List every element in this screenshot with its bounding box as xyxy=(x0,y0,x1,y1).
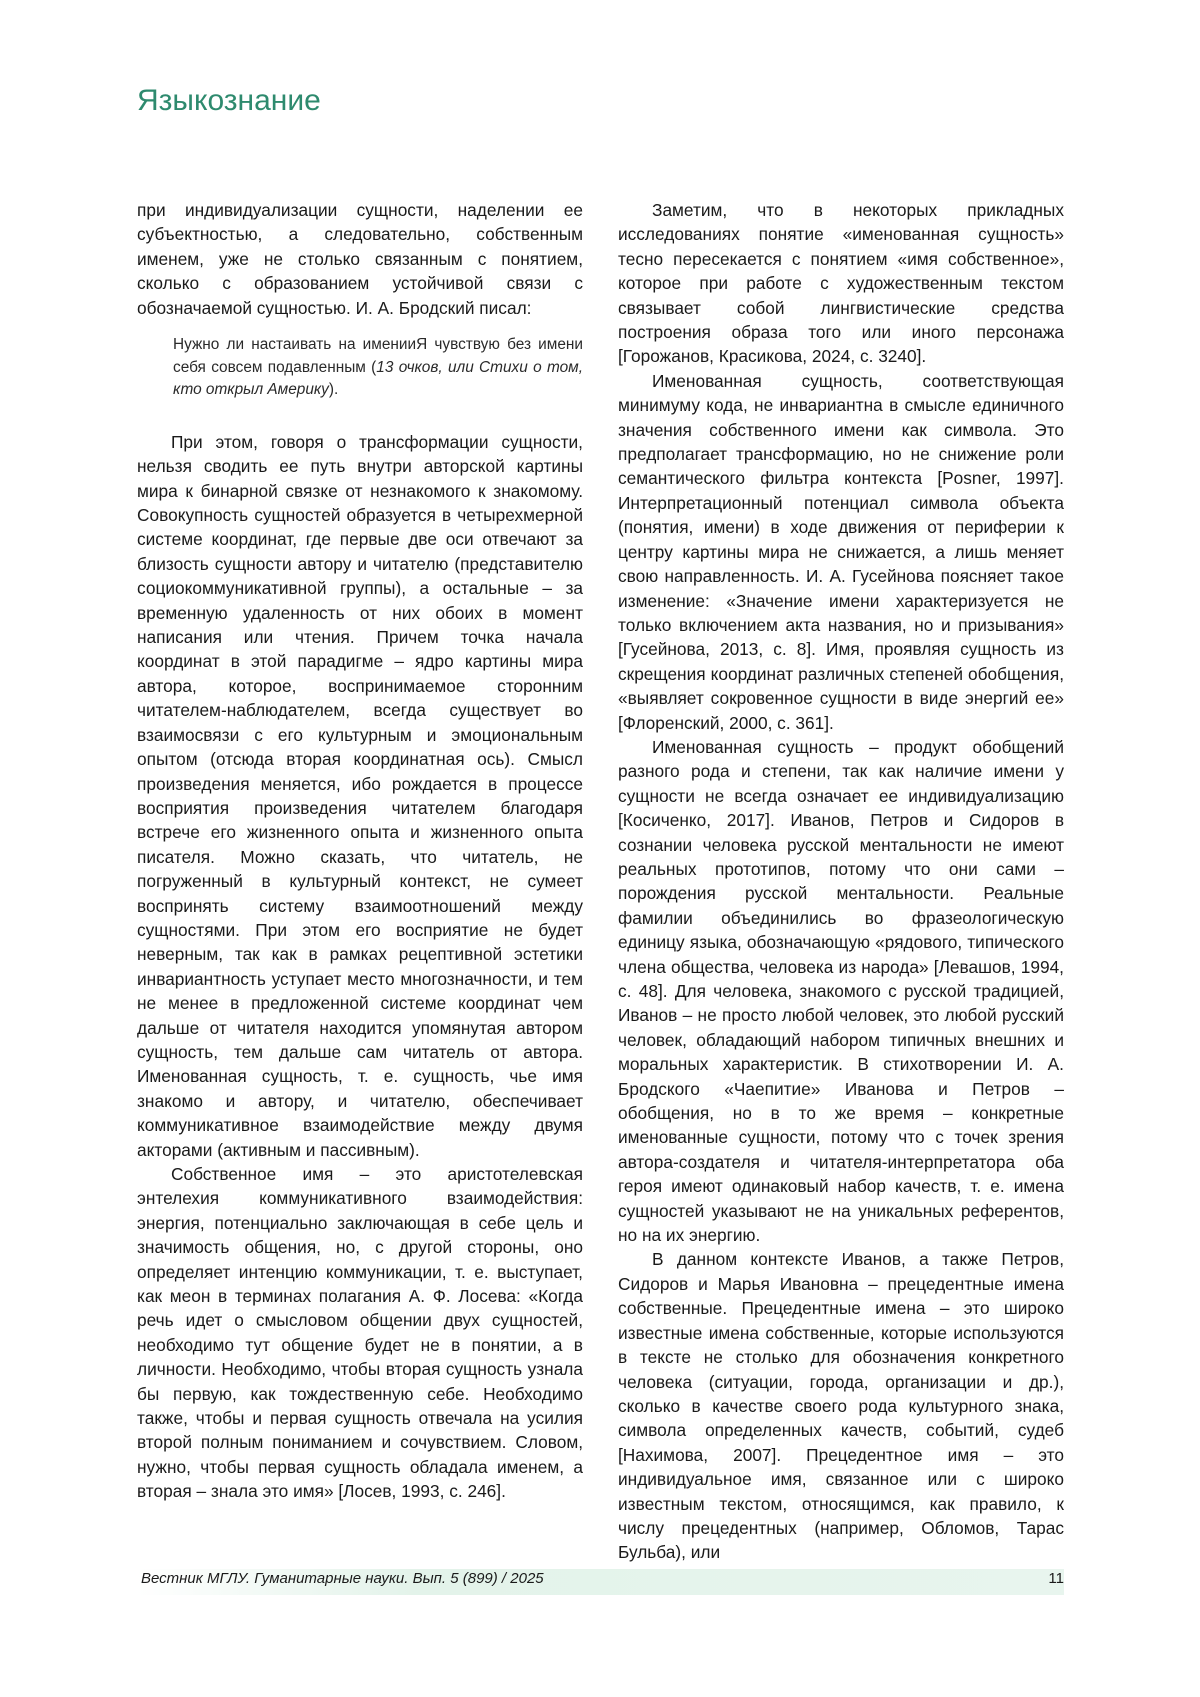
block-quote xyxy=(173,334,583,402)
section-title: Языкознание xyxy=(137,84,321,117)
paragraph: Собственное имя – это аристотелевская энтелехия коммуникативного взаимодействия: энергия, потенциально заключающая в себе цель и значимость общения, но, с другой стороны, оно определяет интенцию коммуникации, т. е. выступает, как меон в терминах полагания А. Ф. Лосева: «Когда речь идет о смысловом общении двух сущностей, необходимо тут общение будет не в понятии, а в личности. Необходимо, чтобы вторая сущность узнала бы первую, как тождественную себе. Необходимо также, чтобы и первая сущность отвечала на усилия второй полным пониманием и сочувствием. Словом, нужно, чтобы первая сущность обладала именем, а вторая – знала это имя» [Лосев, 1993, с. 246]. xyxy=(137,1164,583,1502)
quote-text: Нужно ли настаивать на именииЯ чувствую без имени себя совсем подавленным ( xyxy=(173,336,583,376)
quote-end: ). xyxy=(328,381,339,399)
paragraph: при индивидуализации сущности, наделении ее субъектностью, а следовательно, собственным именем, уже не столько связанным с понятием, сколько с образованием устойчивой связи с обозначаемой сущностью. И. А. Бродский писал: xyxy=(137,200,583,318)
footer-journal-title: Вестник МГЛУ. Гуманитарные науки. Вып. 5 (899) / 2025 xyxy=(141,1570,544,1587)
left-column xyxy=(137,198,583,1504)
page-number: 11 xyxy=(1048,1570,1064,1587)
paragraph: Именованная сущность, соответствующая минимуму кода, не инвариантна в смысле единичного значения собственного имени как символа. Это предполагает трансформацию, но не снижение роли семантического фильтра контекста [Posner, 1997]. Интерпретационный потенциал символа объекта (понятия, имени) в ходе движения от периферии к центру картины мира не снижается, а лишь меняет свою направленность. И. А. Гусейнова поясняет такое изменение: «Значение имени характеризуется не только включением акта названия, но и призывания» [Гусейнова, 2013, с. 8]. Имя, проявляя сущность из скрещения координат различных степеней обобщения, «выявляет сокровенное сущности в виде энергий ее» [Флоренский, 2000, с. 361]. xyxy=(618,370,1064,733)
paragraph: Именованная сущность – продукт обобщений разного рода и степени, так как наличие имени у сущности не всегда означает ее индивидуализацию [Косиченко, 2017]. Иванов, Петров и Сидоров в сознании человека русской ментальности не имеют реальных прототипов, потому что они сами – порождения русской ментальности. Реальные фамилии объединились во фразеологическую единицу языка, обозначающую «рядового, типического члена общества, человека из народа» [Левашов, 1994, с. 48]. Для человека, знакомого с русской традицией, Иванов – не просто любой человек, это любой русский человек, обладающий набором типичных внешних и моральных характеристик. В стихотворении И. А. Бродского «Чаепитие» Иванова и Петров – обобщения, но в то же время – конкретные именованные сущности, потому что с точек зрения автора-создателя и читателя-интерпретатора оба героя имеют одинаковый набор качеств, т. е. имена сущностей указывают не на уникальных референтов, но на их энергию. xyxy=(618,736,1064,1246)
quote-source: 13 очков, или Стихи о том, кто открыл Америку xyxy=(173,358,583,399)
paragraph: Заметим, что в некоторых прикладных исследованиях понятие «именованная сущность» тесно пересекается с понятием «имя собственное», которое при работе с художественным текстом связывает собой лингвистические средства построения образа того или иного персонажа [Горожанов, Красикова, 2024, с. 3240]. xyxy=(618,200,1064,367)
paragraph: При этом, говоря о трансформации сущности, нельзя сводить ее путь внутри авторской картины мира к бинарной связке от незнакомого к знакомому. Совокупность сущностей образуется в четырехмерной системе координат, где первые две оси отвечают за близость сущности автору и читателю (представителю социокоммуникативной группы), а остальные – за временную удаленность от них обоих в момент написания или чтения. Причем точка начала координат в этой парадигме – ядро картины мира автора, которое, воспринимаемое сторонним читателем-наблюдателем, всегда существует во взаимосвязи с его культурным и эмоциональным опытом (отсюда вторая координатная ось). Смысл произведения меняется, ибо рождается в процессе восприятия произведения читателем благодаря встрече его жизненного опыта и жизненного опыта писателя. Можно сказать, что читатель, не погруженный в культурный контекст, не сумеет воспринять систему взаимоотношений между сущностями. При этом его восприятие не будет неверным, так как в рамках рецептивной эстетики инвариантность уступает место многозначности, и тем не менее в предложенной системе координат чем дальше от читателя находится упомянутая автором сущность, тем дальше сам читатель от автора. Именованная сущность, т. е. сущность, чье имя знакомо и автору, и читателю, обеспечивает коммуникативное взаимодействие между двумя акторами (активным и пассивным). xyxy=(137,431,583,1160)
right-column xyxy=(618,198,1064,1565)
paragraph: В данном контексте Иванов, а также Петров, Сидоров и Марья Ивановна – прецедентные имена собственные. Прецедентные имена – это широко известные имена собственные, которые используются в тексте не столько для обозначения конкретного человека (ситуации, города, организации и др.), сколько в качестве своего рода культурного знака, символа определенных качеств, событий, судеб [Нахимова, 2007]. Прецедентное имя – это индивидуальное имя, связанное или с широко известным текстом, относящимся, как правило, к числу прецедентных (например, Обломов, Тарас Бульба), или xyxy=(618,1249,1064,1563)
